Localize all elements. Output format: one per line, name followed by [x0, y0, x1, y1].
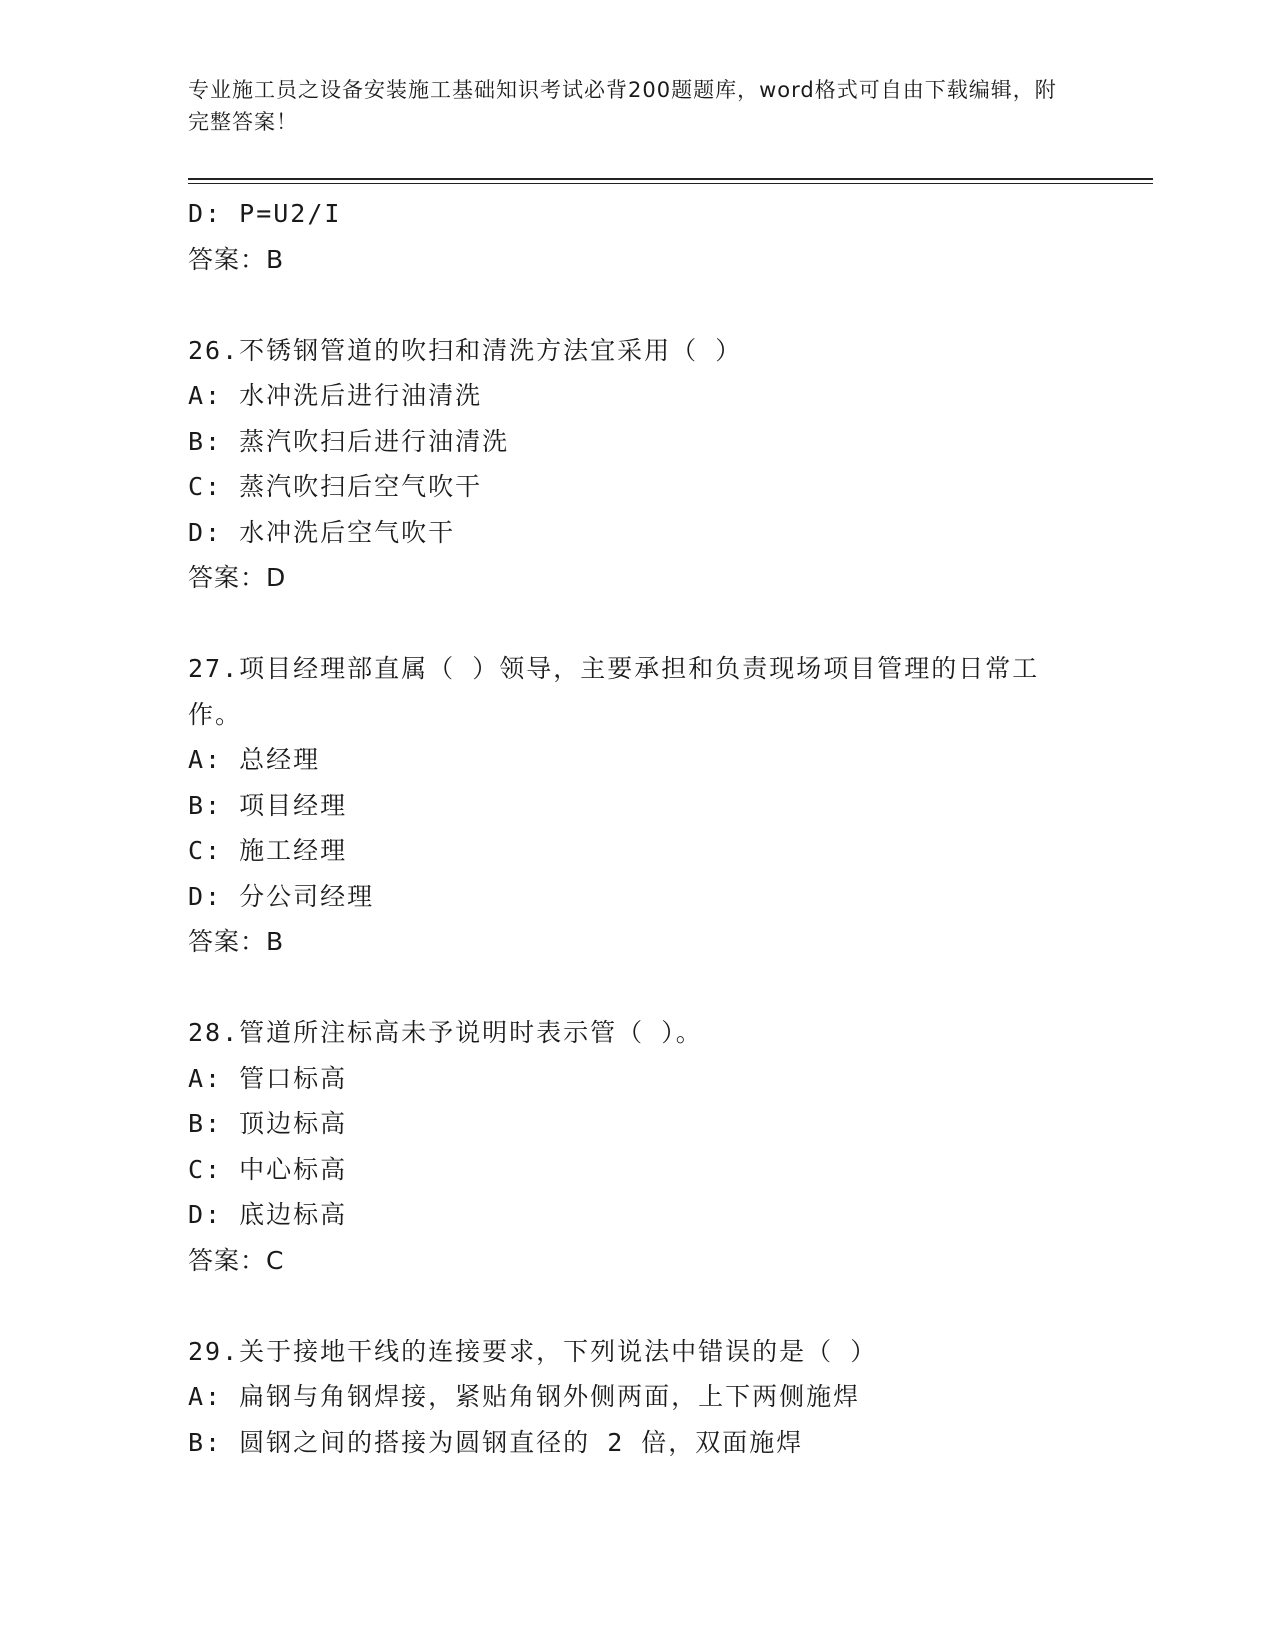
option-b: B: 顶边标高 [188, 1109, 348, 1138]
question-26 [188, 328, 1068, 601]
question-28 [188, 1010, 1068, 1283]
option-a: A: 管口标高 [188, 1063, 348, 1093]
header-rule-thin [188, 183, 1153, 184]
option-a: A: 扁钢与角钢焊接，紧贴角钢外侧两面，上下两侧施焊 [188, 1382, 861, 1411]
question-stem: 28.管道所注标高未予说明时表示管（ ）。 [188, 1018, 703, 1047]
answer: 答案：B [188, 244, 285, 274]
option-b: B: 项目经理 [188, 790, 348, 820]
option-d: D: 底边标高 [188, 1200, 348, 1229]
option-b: B: 圆钢之间的搭接为圆钢直径的 2 倍，双面施焊 [188, 1427, 804, 1457]
option-d: D: P=U2/I [188, 199, 342, 228]
option-d: D: 分公司经理 [188, 881, 375, 911]
option-a: A: 总经理 [188, 745, 321, 774]
document-header: 专业施工员之设备安装施工基础知识考试必背200题题库，word格式可自由下载编辑，附完整答案！ [188, 78, 1057, 134]
question-27 [188, 646, 1068, 965]
question-stem: 27.项目经理部直属（ ）领导，主要承担和负责现场项目管理的日常工作。 [188, 654, 1040, 729]
answer: 答案：B [188, 927, 285, 956]
option-c: C: 蒸汽吹扫后空气吹干 [188, 472, 483, 501]
answer: 答案：D [188, 563, 287, 592]
option-a: A: 水冲洗后进行油清洗 [188, 381, 483, 410]
option-c: C: 中心标高 [188, 1154, 348, 1184]
question-stem: 26.不锈钢管道的吹扫和清洗方法宜采用（ ） [188, 335, 743, 365]
question-stem: 29.关于接地干线的连接要求，下列说法中错误的是（ ） [188, 1336, 878, 1366]
option-b: B: 蒸汽吹扫后进行油清洗 [188, 426, 510, 456]
answer: 答案：C [188, 1245, 285, 1275]
question-29 [188, 1329, 1068, 1466]
question-list [188, 191, 1068, 1465]
option-d: D: 水冲洗后空气吹干 [188, 517, 456, 547]
header-rule-thick [188, 178, 1153, 180]
option-c: C: 施工经理 [188, 836, 348, 865]
